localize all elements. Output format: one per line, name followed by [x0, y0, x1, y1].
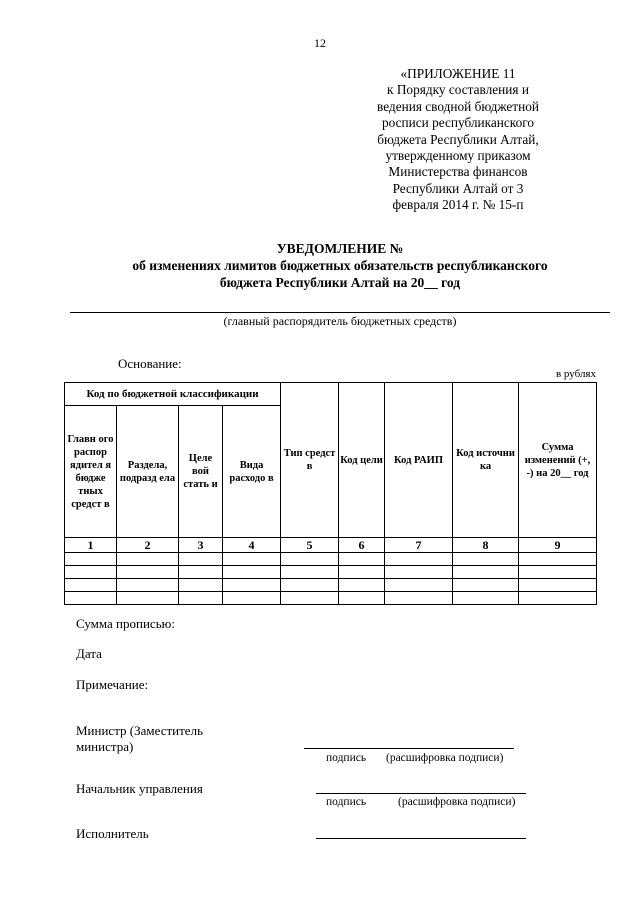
page-number: 12	[314, 36, 326, 50]
appendix-line: бюджета Республики Алтай,	[377, 131, 539, 147]
appendix-line: к Порядку составления и	[387, 82, 529, 98]
group-header-budget-classification: Код по бюджетной классификации	[65, 383, 281, 406]
column-number: 4	[223, 538, 281, 553]
header-chief-administrator: Главн ого распор ядител я бюдже тных средст в	[65, 406, 117, 538]
head-of-department-label: Начальник управления	[76, 781, 203, 796]
table-row	[65, 553, 597, 566]
minister-signature-line	[304, 748, 514, 749]
column-number: 5	[281, 538, 339, 553]
appendix-header	[348, 66, 568, 214]
table-row	[65, 592, 597, 605]
column-number: 2	[117, 538, 179, 553]
header-fund-type: Тип средст в	[281, 383, 339, 538]
appendix-line: февраля 2014 г. № 15-п	[392, 197, 524, 213]
basis-label: Основание:	[118, 356, 182, 371]
title-line: бюджета Республики Алтай на 20__ год	[219, 275, 461, 290]
header-purpose-code: Код цели	[339, 383, 385, 538]
header-raip-code: Код РАИП	[385, 383, 453, 538]
column-number: 1	[65, 538, 117, 553]
table-row	[65, 579, 597, 592]
executor-signature-line	[316, 838, 526, 839]
header-target-article: Целе вой стать и	[179, 406, 223, 538]
minister-label-line: Министр (Заместитель	[76, 723, 203, 738]
grbs-caption: (главный распорядитель бюджетных средств)	[223, 314, 457, 328]
appendix-line: Республики Алтай от 3	[392, 180, 524, 196]
units-label: в рублях	[555, 368, 596, 380]
appendix-line: Министерства финансов	[388, 164, 528, 180]
column-number: 9	[519, 538, 597, 553]
header-source-code: Код источни ка	[453, 383, 519, 538]
table-row	[65, 566, 597, 579]
head-signature-line	[316, 793, 526, 794]
note-label: Примечание:	[76, 677, 149, 692]
minister-label-line: министра)	[76, 739, 134, 754]
notification-table	[64, 382, 597, 605]
column-number: 6	[339, 538, 385, 553]
head-sign-caption: подпись	[326, 796, 367, 808]
appendix-line: «ПРИЛОЖЕНИЕ 11	[400, 66, 516, 81]
appendix-line: утвержденному приказом	[385, 148, 531, 164]
minister-decode-caption: (расшифровка подписи)	[386, 752, 504, 764]
document-title	[70, 240, 610, 291]
minister-label	[76, 723, 203, 755]
header-section: Раздела, подразд ела	[117, 406, 179, 538]
title-line: УВЕДОМЛЕНИЕ №	[276, 241, 404, 256]
title-line: об изменениях лимитов бюджетных обязательств республиканского	[132, 258, 548, 273]
column-number: 7	[385, 538, 453, 553]
executor-label: Исполнитель	[76, 826, 149, 841]
minister-sign-caption: подпись	[326, 752, 367, 764]
sum-in-words-label: Сумма прописью:	[76, 616, 175, 631]
appendix-line: росписи республиканского	[381, 115, 535, 131]
appendix-line: ведения сводной бюджетной	[377, 98, 539, 114]
head-decode-caption: (расшифровка подписи)	[398, 796, 516, 808]
column-number: 3	[179, 538, 223, 553]
header-change-amount: Сумма изменений (+, -) на 20__ год	[519, 383, 597, 538]
grbs-fill-line	[70, 312, 610, 313]
header-expense-type: Вида расходо в	[223, 406, 281, 538]
date-label: Дата	[76, 646, 102, 661]
column-number: 8	[453, 538, 519, 553]
